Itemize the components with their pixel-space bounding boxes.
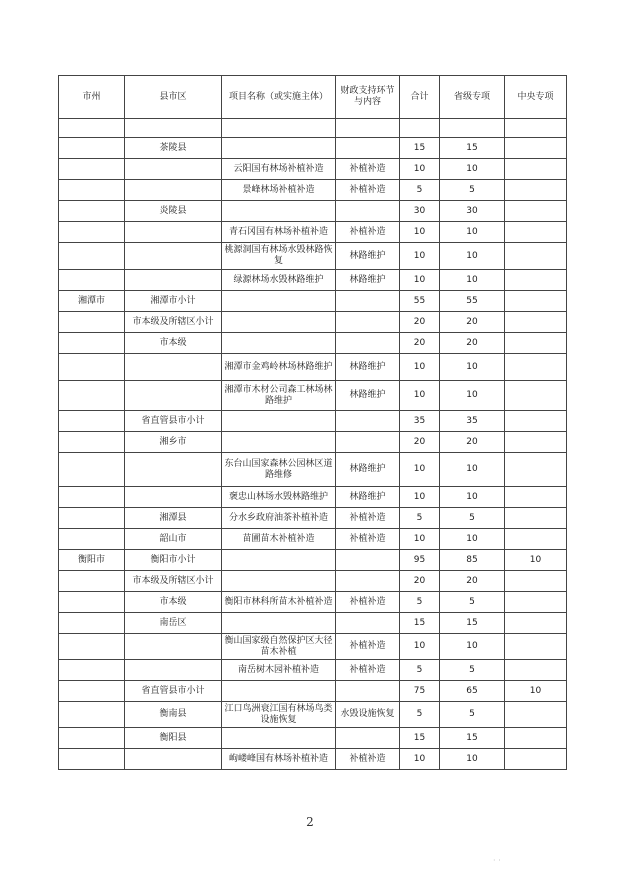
- cell-total: 35: [400, 411, 440, 432]
- cell-central: 10: [505, 550, 567, 571]
- cell-support: [336, 138, 400, 159]
- cell-total: 55: [400, 291, 440, 312]
- table-row: [59, 660, 567, 681]
- cell-county: 市本级: [125, 333, 222, 354]
- cell-project: [222, 550, 336, 571]
- cell-project: 湘潭市金鸡岭林场林路维护: [222, 354, 336, 381]
- cell-total: 5: [400, 660, 440, 681]
- cell-provincial: 20: [440, 432, 505, 453]
- cell-city: [59, 702, 125, 728]
- cell-provincial: 10: [440, 487, 505, 508]
- cell-city: [59, 201, 125, 222]
- cell-provincial: 10: [440, 529, 505, 550]
- cell-support: 补植补造: [336, 660, 400, 681]
- cell-county: 市本级: [125, 592, 222, 613]
- header-cell-city: 市州: [59, 76, 125, 119]
- page-number: 2: [306, 815, 314, 829]
- cell-county: [125, 243, 222, 270]
- cell-project: [222, 728, 336, 749]
- cell-project: [222, 613, 336, 634]
- table-row: [59, 613, 567, 634]
- table-row: [59, 592, 567, 613]
- cell-total: 10: [400, 634, 440, 660]
- table-row: [59, 508, 567, 529]
- cell-total: 10: [400, 453, 440, 487]
- cell-project: 江口鸟洲衰江国有林场鸟类设施恢复: [222, 702, 336, 728]
- table-row: [59, 487, 567, 508]
- cell-city: [59, 432, 125, 453]
- cell-total: 15: [400, 138, 440, 159]
- cell-total: 75: [400, 681, 440, 702]
- cell-project: 分水乡政府油茶补植补造: [222, 508, 336, 529]
- cell-central: [505, 222, 567, 243]
- cell-city: [59, 159, 125, 180]
- cell-support: 补植补造: [336, 529, 400, 550]
- cell-provincial: 5: [440, 660, 505, 681]
- header-cell-project: 项目名称（或实施主体）: [222, 76, 336, 119]
- cell-project: 褒忠山林场水毁林路维护: [222, 487, 336, 508]
- table-row: [59, 159, 567, 180]
- corner-mark: · ·: [493, 856, 501, 865]
- cell-central: [505, 291, 567, 312]
- cell-provincial: 5: [440, 592, 505, 613]
- cell-support: 林路维护: [336, 487, 400, 508]
- cell-support: [336, 333, 400, 354]
- cell-city: [59, 453, 125, 487]
- cell-total: 10: [400, 243, 440, 270]
- cell-provincial: 10: [440, 354, 505, 381]
- cell-support: [336, 550, 400, 571]
- cell-county: 衡阳县: [125, 728, 222, 749]
- cell-total: 10: [400, 222, 440, 243]
- cell-central: [505, 138, 567, 159]
- cell-support: 林路维护: [336, 354, 400, 381]
- cell-provincial: 15: [440, 613, 505, 634]
- header-row: [59, 76, 567, 119]
- cell-city: [59, 381, 125, 411]
- cell-project: 南岳树木园补植补造: [222, 660, 336, 681]
- cell-support: [336, 571, 400, 592]
- cell-provincial: 5: [440, 702, 505, 728]
- cell-central: [505, 613, 567, 634]
- cell-city: [59, 613, 125, 634]
- table-row: [59, 550, 567, 571]
- cell-total: [400, 119, 440, 138]
- cell-provincial: 10: [440, 159, 505, 180]
- cell-central: [505, 312, 567, 333]
- header-cell-support: 财政支持环节与内容: [336, 76, 400, 119]
- cell-city: 衡阳市: [59, 550, 125, 571]
- table-body: [59, 119, 567, 770]
- cell-central: [505, 180, 567, 201]
- cell-county: 市本级及所辖区小计: [125, 312, 222, 333]
- table-row: [59, 453, 567, 487]
- header-cell-county: 县市区: [125, 76, 222, 119]
- cell-central: [505, 354, 567, 381]
- cell-total: 20: [400, 312, 440, 333]
- cell-provincial: 10: [440, 453, 505, 487]
- cell-provincial: 35: [440, 411, 505, 432]
- cell-central: [505, 749, 567, 770]
- cell-city: [59, 728, 125, 749]
- header-cell-total: 合计: [400, 76, 440, 119]
- cell-central: [505, 201, 567, 222]
- cell-support: 林路维护: [336, 270, 400, 291]
- cell-county: 湘潭县: [125, 508, 222, 529]
- cell-city: [59, 660, 125, 681]
- table-row: [59, 312, 567, 333]
- cell-project: [222, 411, 336, 432]
- cell-provincial: 55: [440, 291, 505, 312]
- cell-central: [505, 660, 567, 681]
- cell-city: [59, 529, 125, 550]
- table-row: [59, 411, 567, 432]
- cell-project: 桃源洞国有林场水毁林路恢复: [222, 243, 336, 270]
- cell-provincial: [440, 119, 505, 138]
- cell-provincial: 20: [440, 571, 505, 592]
- cell-provincial: 5: [440, 180, 505, 201]
- cell-total: 95: [400, 550, 440, 571]
- cell-project: [222, 571, 336, 592]
- cell-city: [59, 571, 125, 592]
- cell-central: [505, 634, 567, 660]
- cell-total: 30: [400, 201, 440, 222]
- cell-support: 林路维护: [336, 243, 400, 270]
- cell-total: 10: [400, 381, 440, 411]
- cell-project: [222, 333, 336, 354]
- cell-city: [59, 180, 125, 201]
- cell-county: 南岳区: [125, 613, 222, 634]
- table-row: [59, 354, 567, 381]
- allocation-table: [58, 75, 567, 770]
- cell-provincial: 10: [440, 222, 505, 243]
- cell-total: 5: [400, 702, 440, 728]
- cell-project: [222, 432, 336, 453]
- cell-support: 补植补造: [336, 180, 400, 201]
- cell-support: 补植补造: [336, 222, 400, 243]
- cell-city: [59, 592, 125, 613]
- cell-city: [59, 138, 125, 159]
- cell-city: [59, 634, 125, 660]
- header-cell-provincial: 省级专项: [440, 76, 505, 119]
- cell-county: 韶山市: [125, 529, 222, 550]
- cell-project: 青石冈国有林场补植补造: [222, 222, 336, 243]
- cell-total: 5: [400, 592, 440, 613]
- cell-provincial: 20: [440, 333, 505, 354]
- cell-county: 省直管县市小计: [125, 411, 222, 432]
- cell-project: [222, 119, 336, 138]
- cell-city: [59, 411, 125, 432]
- cell-county: 衡南县: [125, 702, 222, 728]
- cell-support: 补植补造: [336, 592, 400, 613]
- table-row: [59, 749, 567, 770]
- cell-county: 市本级及所辖区小计: [125, 571, 222, 592]
- cell-support: [336, 119, 400, 138]
- table-row: [59, 243, 567, 270]
- cell-project: 湘潭市木材公司森工林场林路维护: [222, 381, 336, 411]
- table-row: [59, 180, 567, 201]
- cell-county: [125, 180, 222, 201]
- cell-support: [336, 201, 400, 222]
- cell-total: 15: [400, 728, 440, 749]
- cell-support: [336, 681, 400, 702]
- table-row: [59, 270, 567, 291]
- cell-support: [336, 613, 400, 634]
- cell-city: [59, 681, 125, 702]
- cell-total: 10: [400, 159, 440, 180]
- cell-project: 景峰林场补植补造: [222, 180, 336, 201]
- cell-county: 茶陵县: [125, 138, 222, 159]
- cell-county: [125, 270, 222, 291]
- cell-support: 林路维护: [336, 453, 400, 487]
- cell-project: 苗圃苗木补植补造: [222, 529, 336, 550]
- cell-county: [125, 487, 222, 508]
- cell-support: 补植补造: [336, 508, 400, 529]
- cell-total: 15: [400, 613, 440, 634]
- table-row: [59, 333, 567, 354]
- cell-project: 岣嵝峰国有林场补植补造: [222, 749, 336, 770]
- cell-total: 5: [400, 508, 440, 529]
- cell-total: 10: [400, 270, 440, 291]
- cell-central: [505, 592, 567, 613]
- cell-provincial: 10: [440, 243, 505, 270]
- cell-county: 湘潭市小计: [125, 291, 222, 312]
- cell-support: 水毁设施恢复: [336, 702, 400, 728]
- cell-provincial: 5: [440, 508, 505, 529]
- cell-central: [505, 411, 567, 432]
- cell-county: [125, 749, 222, 770]
- cell-county: [125, 634, 222, 660]
- table-row: [59, 222, 567, 243]
- cell-provincial: 15: [440, 728, 505, 749]
- table-row: [59, 571, 567, 592]
- cell-project: [222, 201, 336, 222]
- cell-central: 10: [505, 681, 567, 702]
- cell-total: 10: [400, 354, 440, 381]
- cell-project: [222, 291, 336, 312]
- cell-county: 衡阳市小计: [125, 550, 222, 571]
- cell-support: [336, 291, 400, 312]
- cell-support: 补植补造: [336, 749, 400, 770]
- cell-provincial: 10: [440, 634, 505, 660]
- cell-city: [59, 119, 125, 138]
- cell-project: 云阳国有林场补植补造: [222, 159, 336, 180]
- table-row: [59, 381, 567, 411]
- cell-central: [505, 487, 567, 508]
- cell-central: [505, 508, 567, 529]
- table-row: [59, 138, 567, 159]
- table-row: [59, 291, 567, 312]
- cell-provincial: 10: [440, 749, 505, 770]
- cell-total: 10: [400, 529, 440, 550]
- cell-county: 炎陵县: [125, 201, 222, 222]
- cell-provincial: 30: [440, 201, 505, 222]
- cell-central: [505, 119, 567, 138]
- table-row: [59, 634, 567, 660]
- cell-central: [505, 453, 567, 487]
- cell-city: [59, 508, 125, 529]
- cell-city: [59, 222, 125, 243]
- cell-project: 衡山国家级自然保护区大径苗木补植: [222, 634, 336, 660]
- cell-project: 东台山国家森林公园林区道路维修: [222, 453, 336, 487]
- cell-support: 补植补造: [336, 634, 400, 660]
- cell-county: [125, 222, 222, 243]
- cell-city: [59, 333, 125, 354]
- cell-total: 10: [400, 749, 440, 770]
- table-row: [59, 201, 567, 222]
- cell-county: [125, 453, 222, 487]
- cell-support: [336, 728, 400, 749]
- cell-county: [125, 159, 222, 180]
- cell-provincial: 20: [440, 312, 505, 333]
- table-row: [59, 681, 567, 702]
- cell-county: 湘乡市: [125, 432, 222, 453]
- header-cell-central: 中央专项: [505, 76, 567, 119]
- cell-support: 林路维护: [336, 381, 400, 411]
- cell-central: [505, 571, 567, 592]
- cell-support: [336, 411, 400, 432]
- cell-central: [505, 529, 567, 550]
- cell-support: [336, 312, 400, 333]
- cell-central: [505, 270, 567, 291]
- cell-city: 湘潭市: [59, 291, 125, 312]
- cell-central: [505, 702, 567, 728]
- cell-central: [505, 381, 567, 411]
- cell-total: 20: [400, 333, 440, 354]
- table-row: [59, 529, 567, 550]
- cell-county: [125, 660, 222, 681]
- table-row: [59, 702, 567, 728]
- cell-total: 20: [400, 571, 440, 592]
- cell-city: [59, 487, 125, 508]
- cell-county: 省直管县市小计: [125, 681, 222, 702]
- cell-provincial: 10: [440, 381, 505, 411]
- cell-central: [505, 728, 567, 749]
- cell-project: 衡阳市林科所苗木补植补造: [222, 592, 336, 613]
- cell-central: [505, 432, 567, 453]
- cell-city: [59, 243, 125, 270]
- cell-county: [125, 381, 222, 411]
- cell-central: [505, 243, 567, 270]
- table-row: [59, 119, 567, 138]
- cell-central: [505, 333, 567, 354]
- cell-support: [336, 432, 400, 453]
- cell-total: 20: [400, 432, 440, 453]
- cell-county: [125, 119, 222, 138]
- cell-provincial: 10: [440, 270, 505, 291]
- cell-city: [59, 354, 125, 381]
- cell-support: 补植补造: [336, 159, 400, 180]
- cell-total: 5: [400, 180, 440, 201]
- table-row: [59, 728, 567, 749]
- cell-county: [125, 354, 222, 381]
- cell-project: 绿源林场水毁林路维护: [222, 270, 336, 291]
- cell-city: [59, 270, 125, 291]
- cell-central: [505, 159, 567, 180]
- cell-city: [59, 749, 125, 770]
- cell-project: [222, 312, 336, 333]
- cell-provincial: 15: [440, 138, 505, 159]
- cell-project: [222, 138, 336, 159]
- cell-provincial: 85: [440, 550, 505, 571]
- cell-city: [59, 312, 125, 333]
- cell-project: [222, 681, 336, 702]
- table-row: [59, 432, 567, 453]
- cell-total: 10: [400, 487, 440, 508]
- cell-provincial: 65: [440, 681, 505, 702]
